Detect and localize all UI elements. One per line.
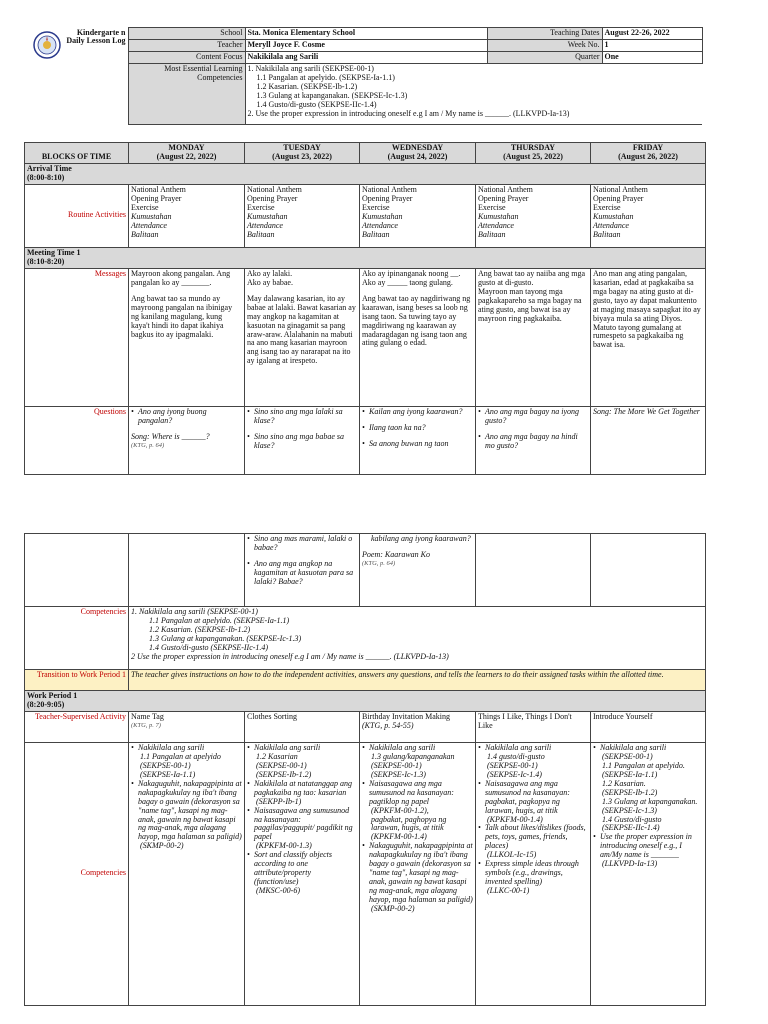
teacher-value: Meryll Joyce F. Cosme — [245, 39, 487, 51]
questions-wed-cont: kabilang ang iyong kaarawan? Poem: Kaarawan Ko (KTG, p. 64) — [360, 534, 476, 607]
work-competencies-label: Competencies — [25, 742, 129, 1005]
dates-value: August 22-26, 2022 — [602, 28, 702, 40]
messages-fri: Ano man ang ating pangalan, kasarian, edad at pagkakaiba sa mga bagay na ating gusto at di-gusto, tayo ay dapat makuntento at maging masaya sapagkat ito ay biyaya mula sa ating Diyos. Matuto tayong gumalang at rumespeto sa pagkakaiba ng bawat isa. — [591, 268, 706, 406]
tuesday-header: TUESDAY (August 23, 2022) — [245, 143, 360, 164]
routine-activities-label: Routine Activities — [25, 184, 129, 247]
schedule-table-page-1 — [24, 142, 706, 475]
dates-label: Teaching Dates — [487, 28, 602, 40]
school-label: School — [128, 28, 245, 40]
melc-label: Most Essential Learning Competencies — [128, 63, 245, 124]
routine-list-fri: National Anthem Opening Prayer Exercise Kumustahan Attendance Balitaan — [591, 184, 706, 247]
melc-list: 1. Nakikilala ang sarili (SEKPSE-00-1) 1.1 Pangalan at apelyido. (SEKPSE-Ia-1.1) 1.2 Kasarian. (SEKPSE-Ib-1.2) 1.3 Gulang at kapanganakan. (SEKPSE-Ic-1.3) 1.4 Gusto/di-gusto (SEKPSE-IIc-1.4) 2. Use the proper expression in introducing oneself e.g I am / My name is ______. (LLKVPD-Ia-13) — [245, 63, 702, 124]
routine-list-mon: National Anthem Opening Prayer Exercise Kumustahan Attendance Balitaan — [129, 184, 245, 247]
competencies-label: Competencies — [25, 607, 129, 670]
transition-label: Transition to Work Period 1 — [25, 670, 129, 691]
messages-label: Messages — [25, 268, 129, 406]
grade-label: Kindergarte n — [76, 27, 126, 37]
questions-tue-cont: • Sino ang mas marami, lalaki o babae? • Ano ang mga angkop na kagamitan at kasuotan para sa lalaki? Babae? — [245, 534, 360, 607]
header-table — [24, 27, 703, 125]
wednesday-header: WEDNESDAY (August 24, 2022) — [360, 143, 476, 164]
teacher-label: Teacher — [128, 39, 245, 51]
focus-value: Nakikilala ang Sarili — [245, 51, 487, 63]
messages-thu: Ang bawat tao ay naiiba ang mga gusto at di-gusto. Mayroon man tayong mga pagkakapareho sa mga bagay na ating gusto, ang bawat isa ay mayroon ring pagkakaiba. — [476, 268, 591, 406]
tsa-thu: Things I Like, Things I Don't Like — [476, 711, 591, 742]
questions-mon: • Ano ang iyong buong pangalan? Song: Where is ______? (KTG, p. 64) — [129, 406, 245, 474]
quarter-label: Quarter — [487, 51, 602, 63]
tsa-mon: Name Tag (KTG, p. 7) — [129, 711, 245, 742]
tsa-tue: Clothes Sorting — [245, 711, 360, 742]
meeting-competencies: 1. Nakikilala ang sarili (SEKPSE-00-1) 1.1 Pangalan at apelyido. (SEKPSE-Ia-1.1) 1.2 Kasarian. (SEKPSE-Ib-1.2) 1.3 Gulang at kapanganakan. (SEKPSE-Ic-1.3) 1.4 Gusto/di-gusto (SEKPSE-IIc-1.4) 2 Use the proper expression in introducing oneself e.g I am / My name is ______. (LLKVPD-Ia-13) — [129, 607, 706, 670]
focus-label: Content Focus — [128, 51, 245, 63]
messages-tue: Ako ay lalaki. Ako ay babae. May dalawang kasarian, ito ay babae at lalaki. Bawat kasarian ay may angkop na kagamitan at kasuotan na ginagamit sa pang araw-araw. Alalahanin na mabuti na ano mang kasarian mayroon ang isang tao ay nararapat na ito ay igalang at irespeto. — [245, 268, 360, 406]
arrival-time-header: Arrival Time (8:00-8:10) — [25, 164, 706, 185]
log-title: Daily Lesson Log — [66, 36, 126, 46]
monday-header: MONDAY (August 22, 2022) — [129, 143, 245, 164]
work-period-header: Work Period 1 (8:20-9:05) — [25, 691, 706, 712]
blocks-of-time-header: BLOCKS OF TIME — [25, 143, 129, 164]
week-label: Week No. — [487, 39, 602, 51]
transition-text: The teacher gives instructions on how to do the independent activities, answers any questions, and tells the learners to do their assigned tasks within the allotted time. — [129, 670, 706, 691]
friday-header: FRIDAY (August 26, 2022) — [591, 143, 706, 164]
quarter-value: One — [602, 51, 702, 63]
routine-list-tue: National Anthem Opening Prayer Exercise Kumustahan Attendance Balitaan — [245, 184, 360, 247]
messages-mon: Mayroon akong pangalan. Ang pangalan ko ay _______. Ang bawat tao sa mundo ay mayroong pangalan na ibinigay ng kanilang magulang, kung kaya't hindi ito dapat ikahiya bagkus ito ay ipagmalaki. — [129, 268, 245, 406]
questions-thu: • Ano ang mga bagay na iyong gusto? • Ano ang mga bagay na hindi mo gusto? — [476, 406, 591, 474]
thursday-header: THURSDAY (August 25, 2022) — [476, 143, 591, 164]
meeting-time-header: Meeting Time 1 (8:10-8:20) — [25, 247, 706, 268]
questions-tue: • Sino sino ang mga lalaki sa klase? • Sino sino ang mga babae sa klase? — [245, 406, 360, 474]
questions-label: Questions — [25, 406, 129, 474]
work-competencies-fri: • Nakikilala ang sarili (SEKPSE-00-1) 1.1 Pangalan at apelyido. (SEKPSE-Ia-1.1) 1.2 Kasarian. (SEKPSE-Ib-1.2) 1.3 Gulang at kapanganakan. (SEKPSE-Ic-1.3) 1.4 Gusto/di-gusto (SEKPSE-IIc-1.4) • Use the proper expression in introducing oneself e.g., I am/My name is _______ (LLKVPD-Ia-13) — [591, 742, 706, 1005]
week-value: 1 — [602, 39, 702, 51]
questions-fri: Song: The More We Get Together — [591, 406, 706, 474]
teacher-supervised-label: Teacher-Supervised Activity — [25, 711, 129, 742]
work-competencies-tue: • Nakikilala ang sarili 1.2 Kasarian (SEKPSE-00-1) (SEKPSE-Ib-1.2) • Nakikilala at natatanggap ang pagkakaiba ng tao: kasarian (SEKPP-Ib-1) • Naisasagawa ang sumusunod na kasanayan: paggilas/paggupit/ pagdikit ng papel (KPKFM-00-1.3) • Sort and classify objects according to one attribute/property (function/use) (MKSC-00-6) — [245, 742, 360, 1005]
messages-wed: Ako ay ipinanganak noong __. Ako ay _____ taong gulang. Ang bawat tao ay nagdiriwang ng kaarawan, isang beses sa loob ng isang taon. Sa tuwing tayo ay magdiriwang ng kaarawan ay madaragdagan ng isang taon ang ating gulang o edad. — [360, 268, 476, 406]
tsa-wed: Birthday Invitation Making (KTG, p. 54-55) — [360, 711, 476, 742]
routine-list-thu: National Anthem Opening Prayer Exercise Kumustahan Attendance Balitaan — [476, 184, 591, 247]
schedule-table-page-2 — [24, 533, 706, 1006]
work-competencies-mon: • Nakikilala ang sarili 1.1 Pangalan at apelyido (SEKPSE-00-1) (SEKPSE-Ia-1.1) • Nakaguguhit, nakapagpipinta at nakapagkukulay ng iba't ibang bagay o gawain (dekorasyon sa "name tag", kasapi ng mag-anak, gawain ng bawat kasapi ng mag-anak, mga alagang hayop, mga halaman sa paligid) (SKMP-00-2) — [129, 742, 245, 1005]
work-competencies-thu: • Nakikilala ang sarili 1.4 gusto/di-gusto (SEKPSE-00-1) (SEKPSE-Ic-1.4) • Naisasagawa ang mga sumusunod na kasanayan: pagbakat, pagkopya ng larawan, hugis, at titik (KPKFM-00-1.4) • Talk about likes/dislikes (foods, pets, toys, games, friends, places) (LLKOL-Ic-15) • Express simple ideas through symbols (e.g., drawings, invented spelling) (LLKC-00-1) — [476, 742, 591, 1005]
work-competencies-wed: • Nakikilala ang sarili 1.3 gulang/kapanganakan (SEKPSE-00-1) (SEKPSE-Ic-1.3) • Naisasagawa ang mga sumusunod na kasanayan: pagtiklop ng papel (KPKFM-00-1.2), pagbakat, paghopya ng larawan, hugis, at titik (KPKFM-00-1.4) • Nakaguguhit, nakapagpipinta at nakapagkukulay ng iba't ibang bagay o gawain (dekorasyon sa "name tag", kasapi ng mag-anak, gawain ng bawat kasapi ng mag-anak, mga alagang hayop, mga halaman sa paligid) (SKMP-00-2) — [360, 742, 476, 1005]
routine-list-wed: National Anthem Opening Prayer Exercise Kumustahan Attendance Balitaan — [360, 184, 476, 247]
tsa-fri: Introduce Yourself — [591, 711, 706, 742]
questions-wed: • Kailan ang iyong kaarawan? • Ilang taon ka na? • Sa anong buwan ng taon — [360, 406, 476, 474]
school-value: Sta. Monica Elementary School — [245, 28, 487, 40]
